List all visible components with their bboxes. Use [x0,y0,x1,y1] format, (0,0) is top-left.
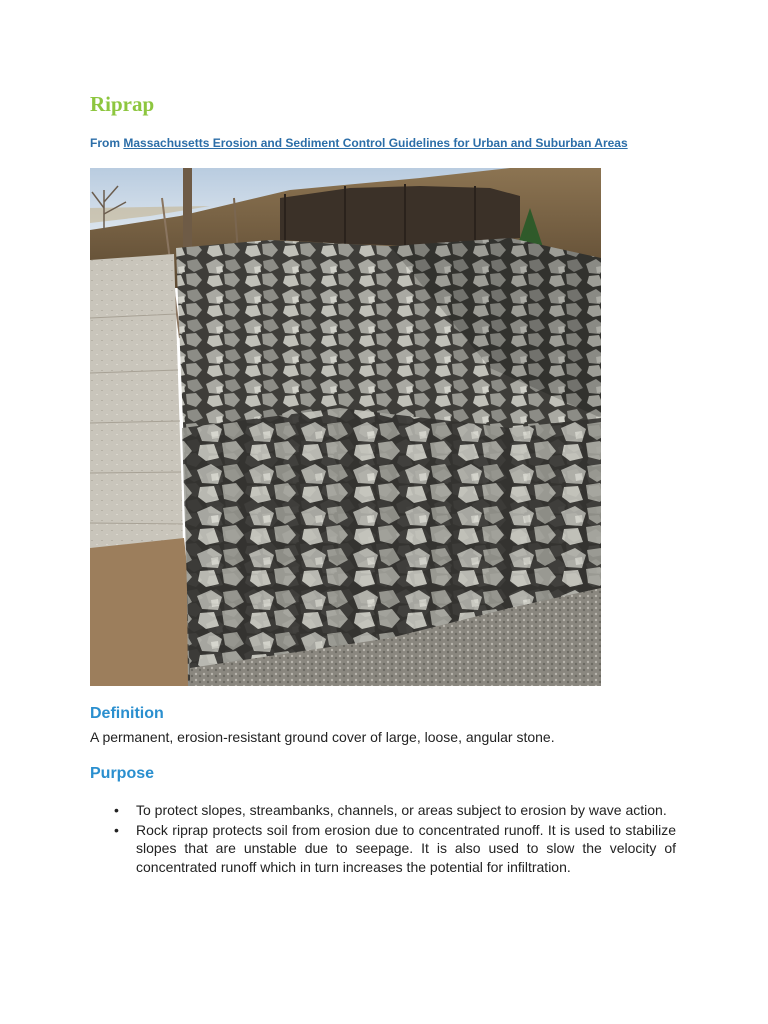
bullet-dot: • [114,802,119,818]
page-title: Riprap [90,92,155,116]
list-item [90,821,676,877]
list-item-text: To protect slopes, streambanks, channels, or areas subject to erosion by wave action. [136,802,667,818]
list-item-text: Rock riprap protects soil from erosion due to concentrated runoff. It is used to stabilize slopes that are unstable due to seepage. It is also used to slow the velocity of concentrated runoff which in turn increases the potential for infiltration. [136,821,676,875]
purpose-heading: Purpose [90,765,155,782]
list-item [90,801,676,820]
definition-heading: Definition [90,705,164,722]
riprap-photo [90,168,601,686]
purpose-list [90,801,676,877]
source-prefix: From [90,136,124,150]
bullet-dot: • [114,821,119,838]
definition-text: A permanent, erosion-resistant ground cover of large, loose, angular stone. [90,729,555,745]
source-line [90,136,628,150]
source-link[interactable]: Massachusetts Erosion and Sediment Control Guidelines for Urban and Suburban Areas [123,136,628,150]
